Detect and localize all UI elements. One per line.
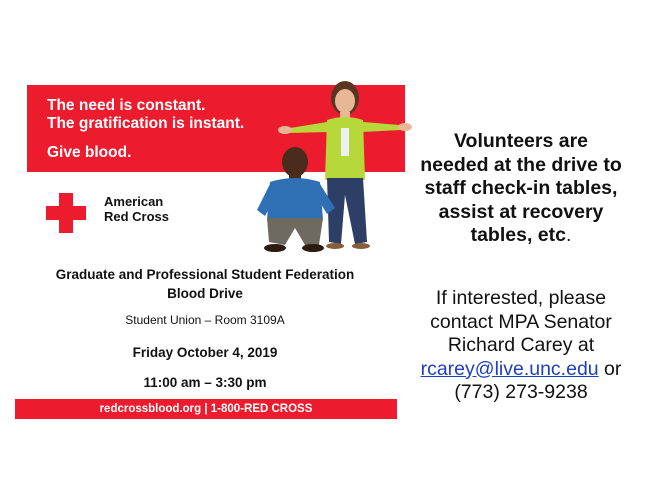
wordmark-line-1: American — [104, 194, 164, 209]
contact-info — [405, 287, 637, 405]
event-time: 11:00 am – 3:30 pm — [143, 375, 267, 390]
volunteer-line-5 — [405, 224, 637, 248]
contact-line-3: Richard Carey at — [447, 334, 595, 356]
wordmark-line-2: Red Cross — [104, 209, 170, 224]
red-cross-logo-icon — [46, 193, 86, 233]
volunteer-line-5-period: . — [565, 224, 572, 246]
contact-email-line — [405, 358, 637, 382]
contact-footer-bar: redcrossblood.org | 1-800-RED CROSS — [15, 399, 397, 419]
volunteer-line-3: staff check-in tables, — [424, 177, 618, 199]
volunteers-photo — [245, 70, 420, 270]
event-title — [15, 265, 395, 303]
crouching-man-figure — [257, 147, 335, 252]
volunteer-line-4: assist at recovery — [438, 200, 604, 223]
email-link[interactable]: rcarey@live.unc.edu — [420, 357, 599, 380]
event-title-line-1: Graduate and Professional Student Federation — [55, 267, 355, 282]
banner-line-1: The need is constant. — [47, 97, 206, 114]
contact-phone: (773) 273-9238 — [454, 381, 588, 403]
event-title-line-2: Blood Drive — [167, 286, 243, 301]
volunteer-callout — [405, 130, 637, 248]
event-location: Student Union – Room 3109A — [125, 313, 285, 327]
volunteer-line-5-text: tables, etc — [470, 224, 566, 246]
volunteer-line-1: Volunteers are — [453, 130, 589, 152]
banner-line-2: The gratification is instant. — [47, 115, 245, 132]
contact-line-2: contact MPA Senator — [430, 310, 612, 333]
contact-line-1: If interested, please — [435, 287, 607, 309]
contact-or: or — [598, 357, 622, 380]
event-date: Friday October 4, 2019 — [132, 345, 278, 360]
red-cross-wordmark — [104, 194, 169, 224]
volunteer-line-2: needed at the drive to — [420, 153, 622, 176]
banner-line-3: Give blood. — [47, 144, 132, 161]
